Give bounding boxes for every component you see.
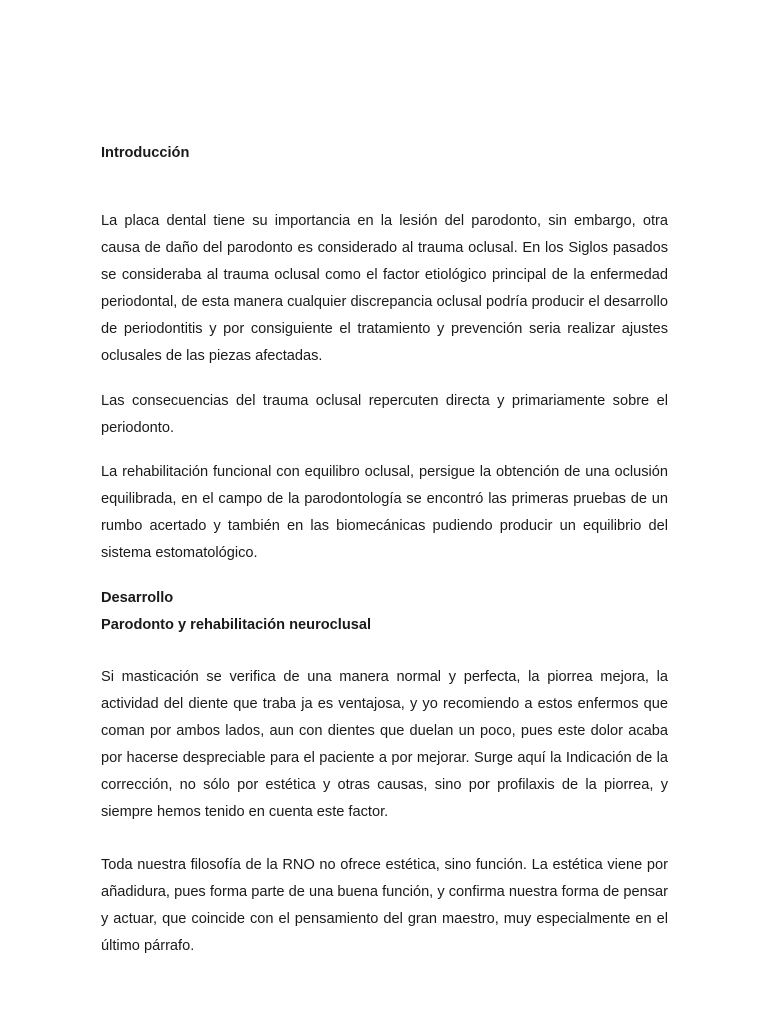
- paragraph-filosofia: Toda nuestra filosofía de la RNO no ofrece estética, sino función. La estética viene por añadidura, pues forma parte de una buena función, y confirma nuestra forma de pensar y actuar, que coincide con el pensamiento del gran maestro, muy especialmente en el último párrafo.: [101, 857, 668, 954]
- subheading-parodonto: Parodonto y rehabilitación neuroclusal: [101, 617, 372, 633]
- paragraph-masticacion: Si masticación se verifica de una manera normal y perfecta, la piorrea mejora, la actividad del diente que traba ja es ventajosa, y yo recomiendo a estos enfermos que coman por ambos lados, aun con dientes que duelan un poco, pues este dolor acaba por hacerse despreciable para el paciente a por mejorar. Surge aquí la Indicación de la corrección, no sólo por estética y otras causas, sino por profilaxis de la piorrea, y siempre hemos tenido en cuenta este factor.: [101, 669, 668, 820]
- paragraph-intro-placa: La placa dental tiene su importancia en la lesión del parodonto, sin embargo, otra causa de daño del parodonto es considerado al trauma oclusal. En los Siglos pasados se consideraba al trauma oclusal como el factor etiológico principal de la enfermedad periodontal, de esta manera cualquier discrepancia oclusal podría producir el desarrollo de periodontitis y por consiguiente el tratamiento y prevención seria realizar ajustes oclusales de las piezas afectadas.: [101, 213, 668, 364]
- paragraph-consecuencias: Las consecuencias del trauma oclusal repercuten directa y primariamente sobre el periodonto.: [101, 393, 668, 436]
- heading-desarrollo: Desarrollo: [101, 590, 174, 606]
- heading-introduccion: Introducción: [101, 145, 190, 161]
- paragraph-rehabilitacion: La rehabilitación funcional con equilibro oclusal, persigue la obtención de una oclusión equilibrada, en el campo de la parodontología se encontró las primeras pruebas de un rumbo acertado y también en las biomecánicas pudiendo producir un equilibrio del sistema estomatológico.: [101, 464, 668, 561]
